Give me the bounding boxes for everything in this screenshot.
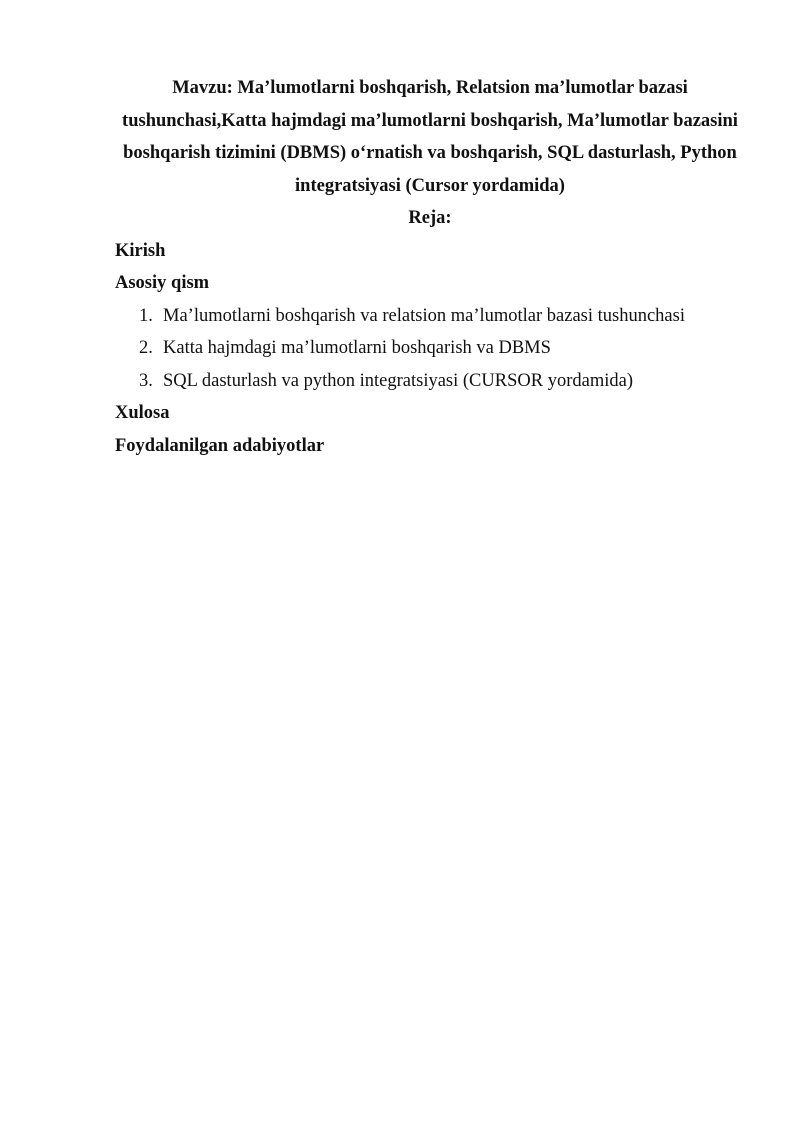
outline-item-text: SQL dasturlash va python integratsiyasi (CURSOR yordamida) <box>163 370 633 391</box>
outline-item-number: 3. <box>139 370 153 391</box>
outline-item-number: 1. <box>139 305 153 326</box>
section-conclusion: Xulosa <box>115 403 170 423</box>
outline-item-number: 2. <box>139 338 153 358</box>
main-part-outline <box>115 300 745 398</box>
document-page <box>115 72 745 462</box>
section-intro: Kirish <box>115 240 166 261</box>
outline-item-text: Ma’lumotlarni boshqarish va relatsion ma’lumotlar bazasi tushunchasi <box>163 305 685 326</box>
document-title: Mavzu: Ma’lumotlarni boshqarish, Relatsion ma’lumotlar bazasi tushunchasi,Katta hajmdagi ma’lumotlarni boshqarish, Ma’lumotlar bazasini boshqarish tizimini (DBMS) o‘rnatish va boshqarish, SQL dasturlash, Python integratsiyasi (Cursor yordamida) <box>122 78 738 196</box>
section-references: Foydalanilgan adabiyotlar <box>115 435 325 456</box>
outline-item <box>115 332 745 365</box>
plan-heading: Reja: <box>408 208 452 228</box>
outline-item-text: Katta hajmdagi ma’lumotlarni boshqarish va DBMS <box>163 338 551 358</box>
section-main-part: Asosiy qism <box>115 273 210 293</box>
outline-item <box>115 365 745 398</box>
outline-item <box>115 300 745 333</box>
